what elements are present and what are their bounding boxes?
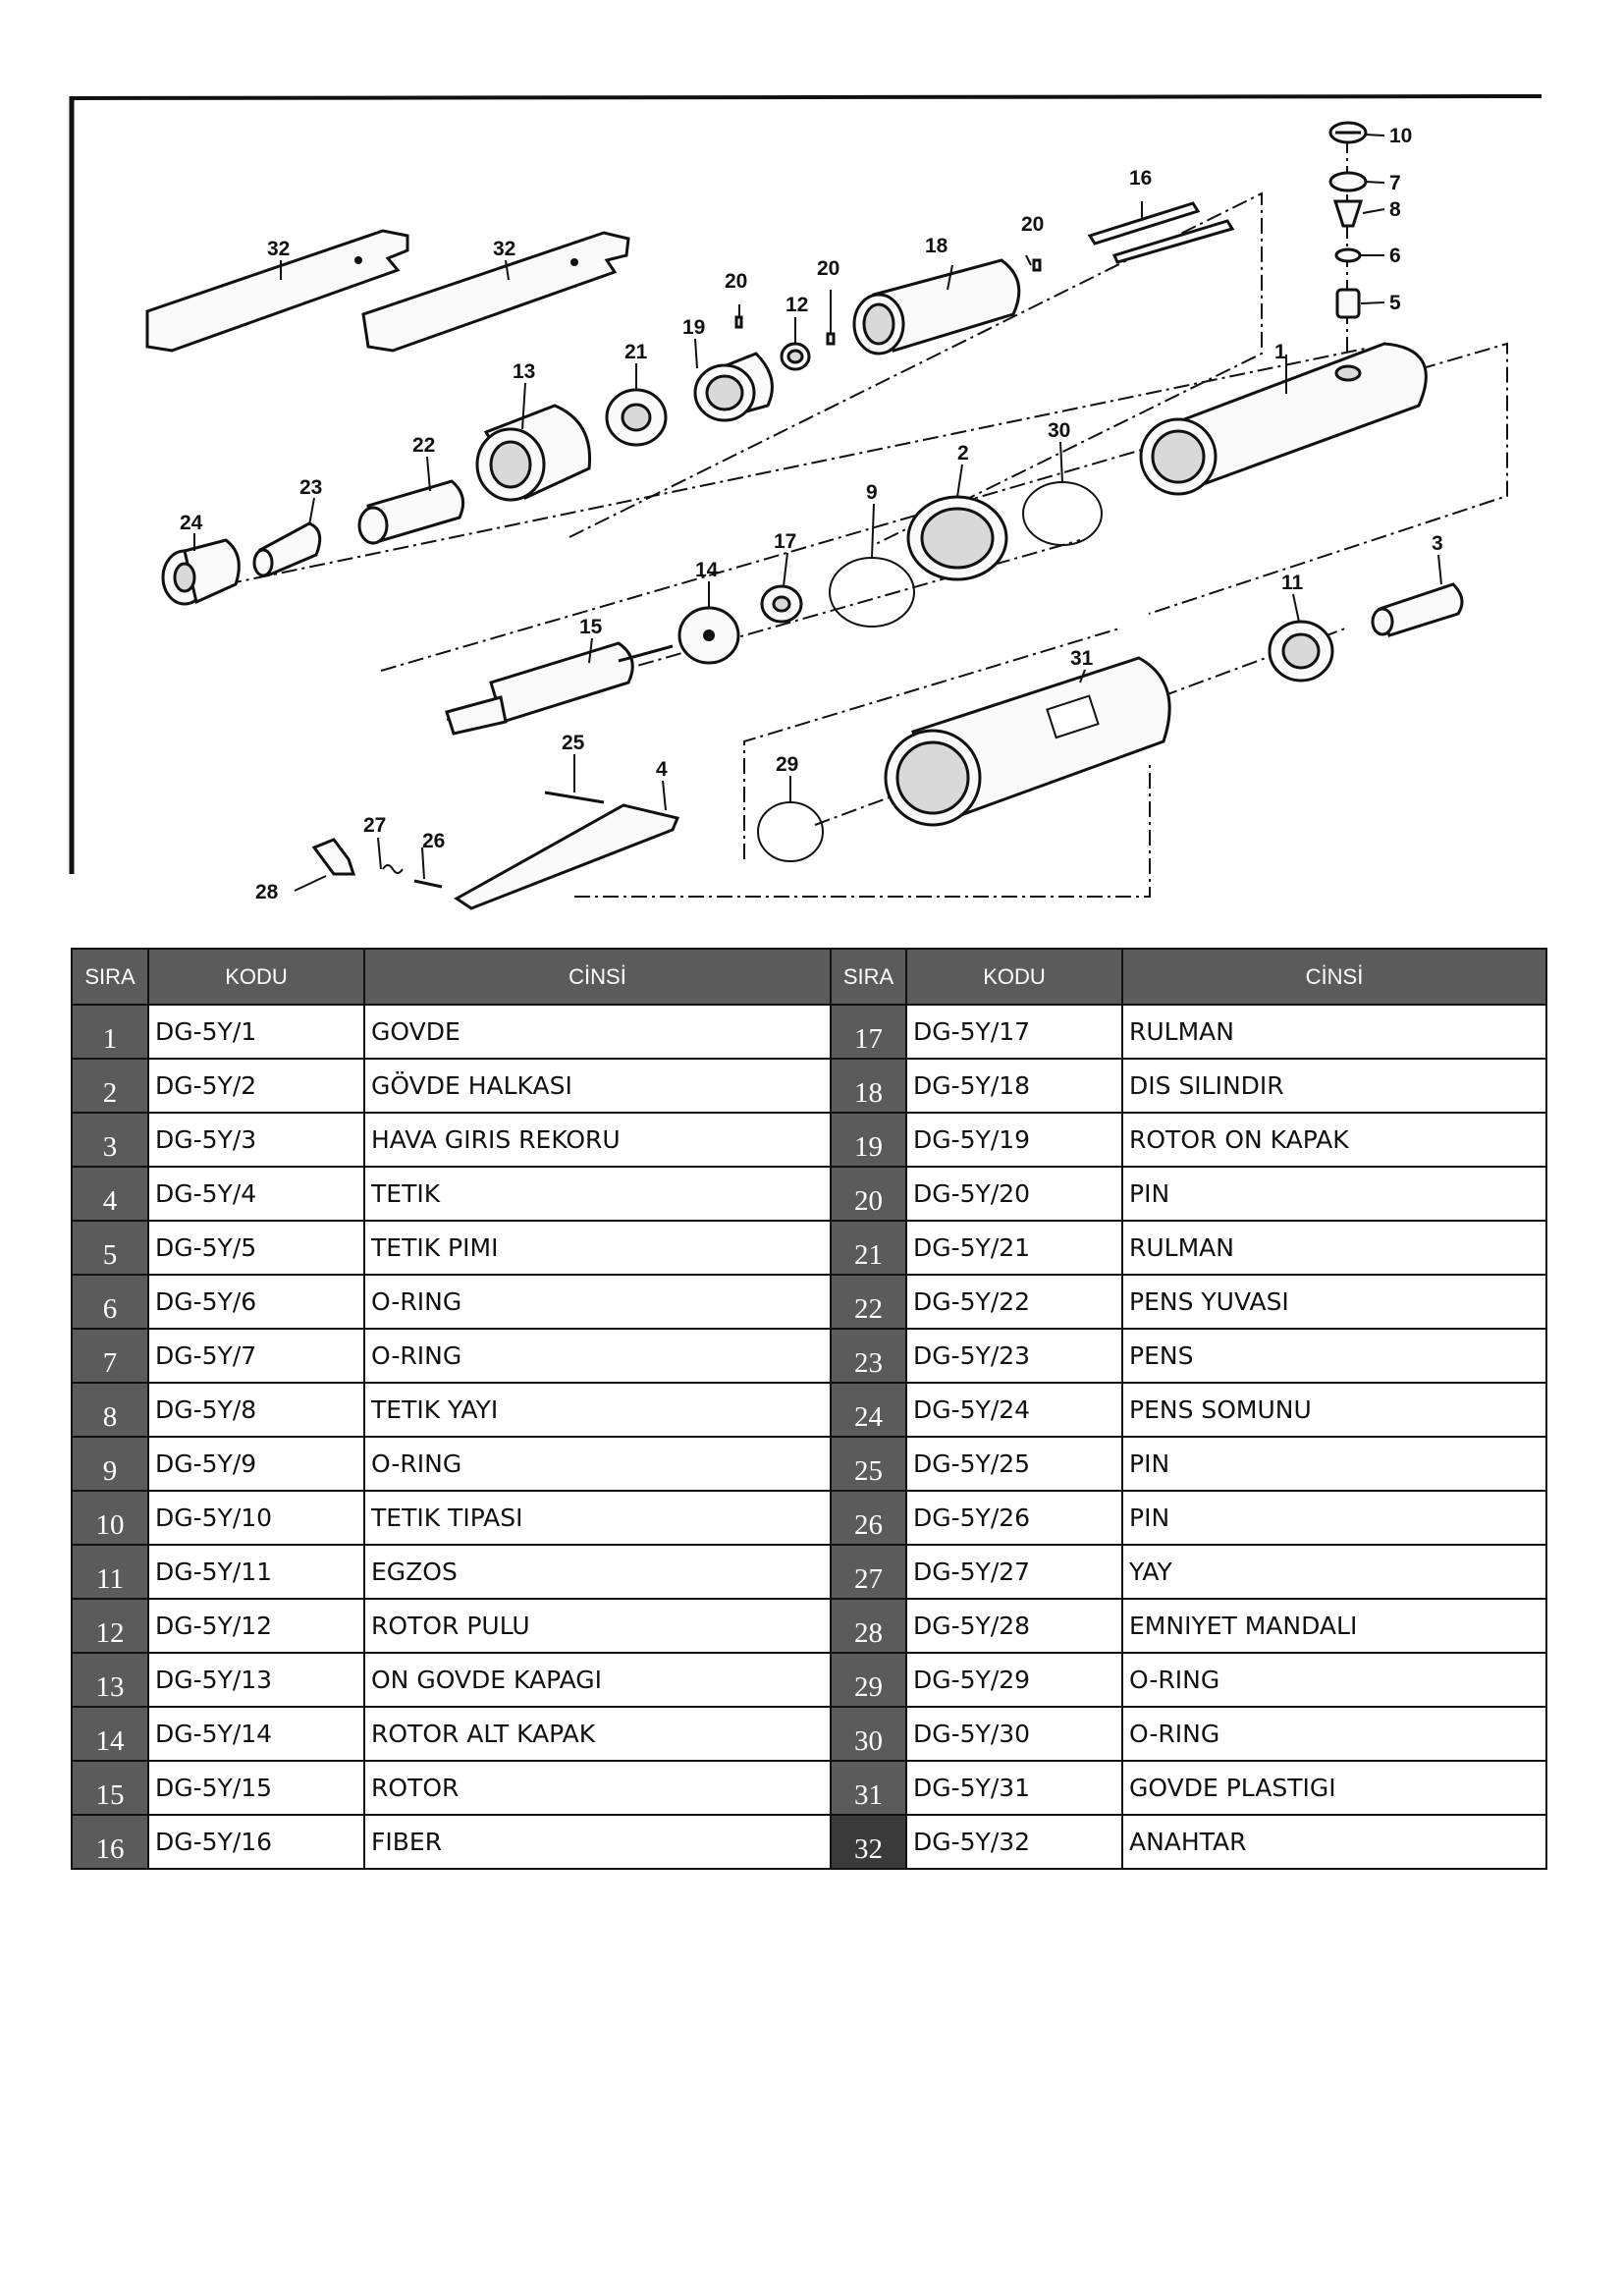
row-number-cell: 6 [72, 1275, 148, 1329]
label-5: 5 [1389, 292, 1401, 314]
part-name-cell: O-RING [1122, 1707, 1546, 1761]
row-number-cell: 25 [831, 1437, 906, 1491]
part-name-cell: YAY [1122, 1545, 1546, 1599]
part-name-cell: TETIK YAYI [364, 1383, 831, 1437]
row-number-cell: 22 [831, 1275, 906, 1329]
part-name-cell: TETIK [364, 1167, 831, 1221]
row-number-cell: 14 [72, 1707, 148, 1761]
label-15: 15 [579, 616, 603, 638]
row-number-cell: 30 [831, 1707, 906, 1761]
part-code-cell: DG-5Y/13 [148, 1653, 364, 1707]
o-ring-9-part [830, 558, 914, 627]
row-number-cell: 17 [831, 1005, 906, 1059]
part-name-cell: PIN [1122, 1437, 1546, 1491]
part-code-cell: DG-5Y/2 [148, 1059, 364, 1113]
label-3: 3 [1432, 532, 1443, 555]
part-name-cell: PIN [1122, 1167, 1546, 1221]
on-govde-kapagi-part [477, 406, 590, 500]
parts-list-table [71, 948, 1547, 1870]
label-4: 4 [656, 758, 668, 781]
table-row [72, 1329, 1546, 1383]
row-number-cell: 7 [72, 1329, 148, 1383]
part-name-cell: EGZOS [364, 1545, 831, 1599]
part-code-cell: DG-5Y/31 [906, 1761, 1122, 1815]
header-cinsi-left: CİNSİ [364, 949, 831, 1005]
table-row [72, 1275, 1546, 1329]
label-17: 17 [774, 530, 797, 553]
row-number-cell: 16 [72, 1815, 148, 1869]
table-row [72, 1437, 1546, 1491]
label-30: 30 [1048, 419, 1071, 442]
row-number-cell: 4 [72, 1167, 148, 1221]
emniyet-mandali-part [314, 840, 353, 874]
part-code-cell: DG-5Y/1 [148, 1005, 364, 1059]
table-row [72, 1167, 1546, 1221]
pens-somunu-part [163, 540, 239, 604]
row-number-cell: 19 [831, 1113, 906, 1167]
row-number-cell: 18 [831, 1059, 906, 1113]
hava-giris-rekoru-part [1373, 584, 1462, 635]
govde-part [1141, 344, 1426, 494]
tetik-part [457, 805, 677, 908]
govde-plastigi-part [886, 658, 1169, 825]
part-name-cell: PENS [1122, 1329, 1546, 1383]
part-name-cell: EMNIYET MANDALI [1122, 1599, 1546, 1653]
label-20-left: 20 [725, 270, 748, 293]
part-name-cell: ROTOR ALT KAPAK [364, 1707, 831, 1761]
header-sira-right: SIRA [831, 949, 906, 1005]
part-name-cell: TETIK TIPASI [364, 1491, 831, 1545]
row-number-cell: 3 [72, 1113, 148, 1167]
part-code-cell: DG-5Y/20 [906, 1167, 1122, 1221]
row-number-cell: 1 [72, 1005, 148, 1059]
table-row [72, 1545, 1546, 1599]
label-25: 25 [562, 732, 585, 754]
part-code-cell: DG-5Y/11 [148, 1545, 364, 1599]
label-32-right: 32 [493, 238, 516, 260]
label-19: 19 [682, 316, 706, 339]
pin-26-part [414, 881, 442, 887]
part-name-cell: PENS YUVASI [1122, 1275, 1546, 1329]
table-row [72, 1599, 1546, 1653]
label-14: 14 [695, 559, 719, 581]
part-code-cell: DG-5Y/28 [906, 1599, 1122, 1653]
tetik-tipasi-part [1330, 123, 1366, 142]
row-number-cell: 10 [72, 1491, 148, 1545]
part-code-cell: DG-5Y/21 [906, 1221, 1122, 1275]
table-body [72, 1005, 1546, 1869]
part-code-cell: DG-5Y/15 [148, 1761, 364, 1815]
part-code-cell: DG-5Y/8 [148, 1383, 364, 1437]
row-number-cell: 9 [72, 1437, 148, 1491]
part-name-cell: GÖVDE HALKASI [364, 1059, 831, 1113]
part-code-cell: DG-5Y/30 [906, 1707, 1122, 1761]
fiber-part [1090, 203, 1232, 262]
part-code-cell: DG-5Y/5 [148, 1221, 364, 1275]
row-number-cell: 27 [831, 1545, 906, 1599]
part-code-cell: DG-5Y/9 [148, 1437, 364, 1491]
part-name-cell: HAVA GIRIS REKORU [364, 1113, 831, 1167]
table-row [72, 1059, 1546, 1113]
label-27: 27 [363, 814, 387, 837]
part-code-cell: DG-5Y/22 [906, 1275, 1122, 1329]
tetik-pimi-part [1337, 290, 1359, 317]
table-row [72, 1653, 1546, 1707]
dis-silindir-part [854, 260, 1019, 354]
rulman-front-part [607, 390, 666, 445]
part-name-cell: O-RING [1122, 1653, 1546, 1707]
label-18: 18 [925, 235, 948, 257]
label-32-left: 32 [267, 238, 291, 260]
label-20-right: 20 [1021, 213, 1045, 236]
part-code-cell: DG-5Y/23 [906, 1329, 1122, 1383]
pin-20a-part [736, 317, 741, 327]
label-23: 23 [299, 476, 323, 499]
part-name-cell: DIS SILINDIR [1122, 1059, 1546, 1113]
table-row [72, 1005, 1546, 1059]
rotor-part [447, 643, 673, 734]
label-28: 28 [255, 881, 279, 903]
part-name-cell: O-RING [364, 1329, 831, 1383]
diagram-canvas [69, 93, 1542, 923]
table-row [72, 1491, 1546, 1545]
label-13: 13 [513, 360, 536, 383]
part-code-cell: DG-5Y/3 [148, 1113, 364, 1167]
row-number-cell: 8 [72, 1383, 148, 1437]
label-7: 7 [1389, 172, 1401, 194]
row-number-cell: 11 [72, 1545, 148, 1599]
label-2: 2 [957, 442, 969, 465]
part-code-cell: DG-5Y/24 [906, 1383, 1122, 1437]
label-6: 6 [1389, 245, 1401, 267]
label-8: 8 [1389, 198, 1401, 221]
table-row [72, 1383, 1546, 1437]
row-number-cell: 2 [72, 1059, 148, 1113]
header-kodu-left: KODU [148, 949, 364, 1005]
part-code-cell: DG-5Y/16 [148, 1815, 364, 1869]
yay-part [383, 865, 403, 873]
part-code-cell: DG-5Y/25 [906, 1437, 1122, 1491]
part-code-cell: DG-5Y/7 [148, 1329, 364, 1383]
pens-yuvasi-part [359, 481, 463, 543]
rotor-pulu-part [782, 344, 809, 369]
row-number-cell: 21 [831, 1221, 906, 1275]
label-21: 21 [624, 341, 648, 363]
tetik-yayi-part [1335, 201, 1361, 226]
part-code-cell: DG-5Y/17 [906, 1005, 1122, 1059]
part-code-cell: DG-5Y/12 [148, 1599, 364, 1653]
exploded-parts-diagram [69, 93, 1542, 923]
label-26: 26 [422, 830, 446, 852]
part-code-cell: DG-5Y/32 [906, 1815, 1122, 1869]
part-name-cell: ROTOR ON KAPAK [1122, 1113, 1546, 1167]
part-name-cell: O-RING [364, 1437, 831, 1491]
row-number-cell: 32 [831, 1815, 906, 1869]
header-sira-left: SIRA [72, 949, 148, 1005]
label-29: 29 [776, 753, 799, 776]
part-code-cell: DG-5Y/18 [906, 1059, 1122, 1113]
govde-halkasi-part [908, 497, 1006, 579]
label-9: 9 [866, 481, 878, 504]
part-name-cell: ANAHTAR [1122, 1815, 1546, 1869]
row-number-cell: 24 [831, 1383, 906, 1437]
table-row [72, 1707, 1546, 1761]
label-10: 10 [1389, 125, 1413, 147]
label-20-mid: 20 [817, 257, 840, 280]
table-row [72, 1815, 1546, 1869]
header-cinsi-right: CİNSİ [1122, 949, 1546, 1005]
part-name-cell: ON GOVDE KAPAGI [364, 1653, 831, 1707]
part-name-cell: O-RING [364, 1275, 831, 1329]
label-12: 12 [785, 294, 809, 316]
table-row [72, 1761, 1546, 1815]
table-row [72, 1221, 1546, 1275]
part-name-cell: ROTOR [364, 1761, 831, 1815]
label-31: 31 [1070, 647, 1094, 670]
table-row [72, 1113, 1546, 1167]
part-name-cell: GOVDE PLASTIGI [1122, 1761, 1546, 1815]
part-name-cell: PIN [1122, 1491, 1546, 1545]
label-24: 24 [180, 512, 203, 534]
part-name-cell: PENS SOMUNU [1122, 1383, 1546, 1437]
part-code-cell: DG-5Y/27 [906, 1545, 1122, 1599]
label-16: 16 [1129, 167, 1153, 190]
label-11: 11 [1281, 572, 1304, 594]
pin-25-part [545, 793, 604, 802]
part-code-cell: DG-5Y/14 [148, 1707, 364, 1761]
part-name-cell: GOVDE [364, 1005, 831, 1059]
row-number-cell: 12 [72, 1599, 148, 1653]
row-number-cell: 13 [72, 1653, 148, 1707]
pin-20b-part [828, 334, 834, 344]
part-code-cell: DG-5Y/6 [148, 1275, 364, 1329]
part-code-cell: DG-5Y/29 [906, 1653, 1122, 1707]
part-code-cell: DG-5Y/10 [148, 1491, 364, 1545]
part-code-cell: DG-5Y/26 [906, 1491, 1122, 1545]
row-number-cell: 29 [831, 1653, 906, 1707]
row-number-cell: 23 [831, 1329, 906, 1383]
part-code-cell: DG-5Y/19 [906, 1113, 1122, 1167]
part-name-cell: TETIK PIMI [364, 1221, 831, 1275]
pin-20c-part [1034, 260, 1040, 270]
row-number-cell: 28 [831, 1599, 906, 1653]
row-number-cell: 26 [831, 1491, 906, 1545]
row-number-cell: 15 [72, 1761, 148, 1815]
row-number-cell: 31 [831, 1761, 906, 1815]
part-name-cell: FIBER [364, 1815, 831, 1869]
frame-top [71, 96, 1542, 98]
row-number-cell: 5 [72, 1221, 148, 1275]
part-name-cell: ROTOR PULU [364, 1599, 831, 1653]
part-code-cell: DG-5Y/4 [148, 1167, 364, 1221]
label-22: 22 [412, 434, 436, 457]
o-ring-6-part [1336, 249, 1360, 261]
header-kodu-right: KODU [906, 949, 1122, 1005]
part-name-cell: RULMAN [1122, 1005, 1546, 1059]
rulman-rear-part [762, 586, 801, 622]
o-ring-30-part [1023, 482, 1102, 545]
part-name-cell: RULMAN [1122, 1221, 1546, 1275]
rotor-on-kapak-part [695, 354, 772, 420]
o-ring-7-part [1330, 173, 1366, 191]
o-ring-29-part [758, 802, 823, 861]
table-header-row [72, 949, 1546, 1005]
row-number-cell: 20 [831, 1167, 906, 1221]
rotor-alt-kapak-part [679, 608, 738, 663]
label-1: 1 [1274, 341, 1286, 363]
egzos-part [1270, 622, 1332, 681]
